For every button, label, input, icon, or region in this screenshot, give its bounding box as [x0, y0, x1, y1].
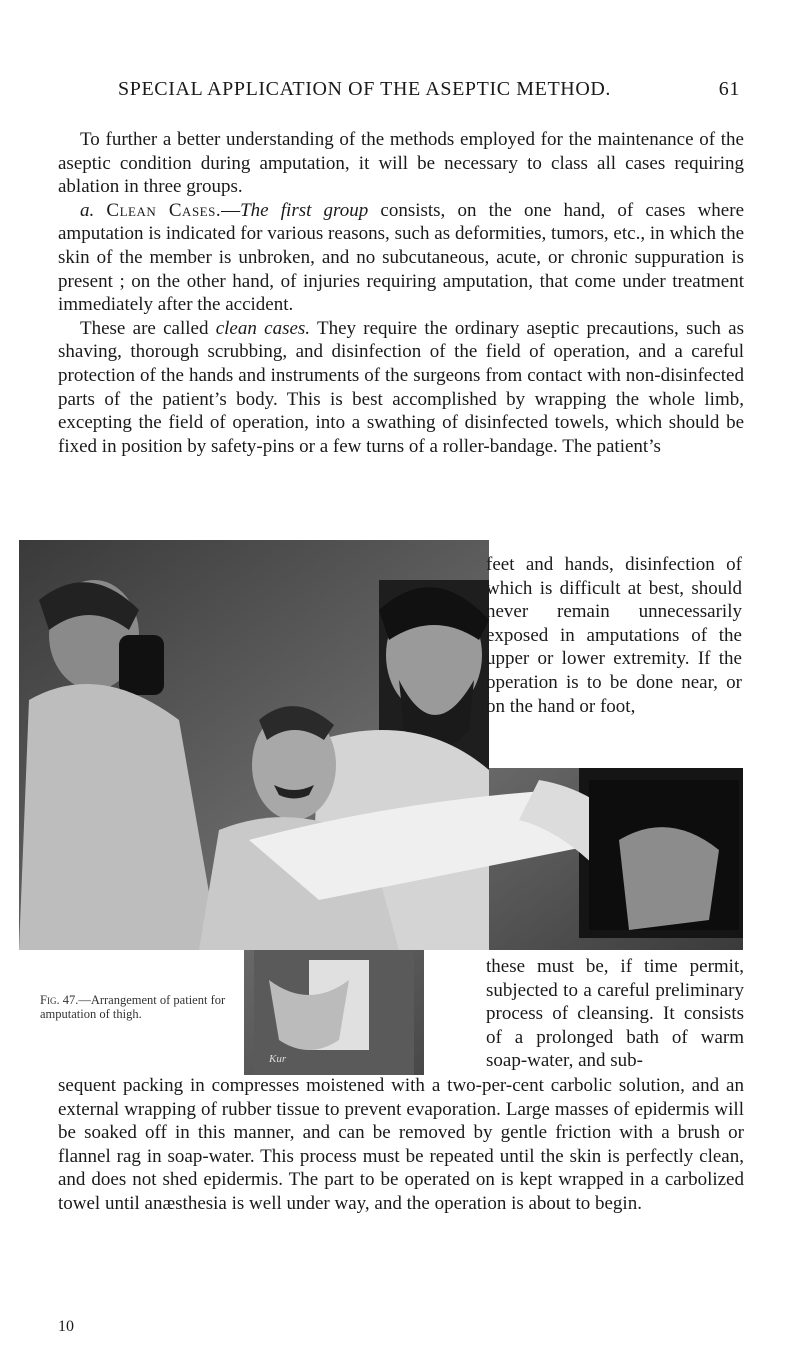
page-number: 61: [718, 78, 740, 100]
signature-mark: 10: [58, 1318, 74, 1335]
running-title: SPECIAL APPLICATION OF THE ASEPTIC METHOD.: [118, 78, 612, 100]
paragraph-intro: To further a better understanding of the methods employed for the maintenance of the aseptic condition during amputation, it will be necessary to class all cases requiring ablation in three groups.: [58, 129, 744, 198]
precautions-lead: These are called: [80, 317, 216, 339]
emphasis-first-group: The first group: [240, 199, 369, 221]
paragraph-precautions: [58, 317, 744, 459]
bottom-text-block: [58, 1074, 744, 1216]
section-dash: —: [221, 199, 241, 221]
paragraph-cleansing: sequent packing in compresses moistened with a two-per-cent carbolic solution, and an external wrapping of rubber tissue to prevent evaporation. Large masses of epidermis will be soaked off in this manner, and can be removed by gentle friction with a brush or flannel rag in soap-water. This process must be repeated until the skin is perfectly clean, and does not shed epidermis. The part to be operated on is kept wrapped in a carbolized towel until anæsthesia is well under way, and the operation is about to begin.: [58, 1075, 744, 1214]
emphasis-clean-cases: clean cases.: [215, 317, 311, 339]
text-after-figure: these must be, if time permit, subjected to a careful preliminary process of cleansing. It consists of a prolonged bath of warm soap-water, and sub-: [486, 956, 744, 1072]
caption-label: Fig. 47.: [40, 993, 79, 1007]
top-text-block: [58, 128, 744, 458]
caption-text: —Arrangement of patient for amputation of thigh.: [40, 993, 226, 1021]
precautions-text: They require the ordinary aseptic precautions, such as shaving, thorough scrubbing, and disinfection of the field of operation, and a careful protection of the hands and instruments of the surgeons from contact with non-disinfected parts of the patient’s body. This is best accomplished by wrapping the whole limb, excepting the field of operation, into a swathing of disinfected towels, which should be fixed in position by safety-pins or a few turns of a roller-bandage. The patient’s: [58, 317, 744, 457]
engraver-signature: Kur: [269, 1053, 287, 1065]
section-marker: a.: [80, 199, 95, 221]
paragraph-clean-cases: [58, 199, 744, 317]
figure-caption: [40, 993, 242, 1021]
running-header: [80, 74, 740, 104]
clean-cases-text: consists, on the one hand, of cases where amputation is indicated for various reasons, such as deformities, tumors, etc., in which the skin of the member is unbroken, and no subcutaneous, acute, or chronic suppuration is present ; on the other hand, of injuries requiring amputation, that come under treatment immediately after the accident.: [58, 199, 745, 316]
text-beside-figure: feet and hands, disinfection of which is difficult at best, should never remain unnecessarily exposed in amputations of the upper or lower extremity. If the operation is to be done near, or on the hand or foot,: [486, 554, 742, 717]
section-heading: Clean Cases.: [106, 199, 222, 221]
